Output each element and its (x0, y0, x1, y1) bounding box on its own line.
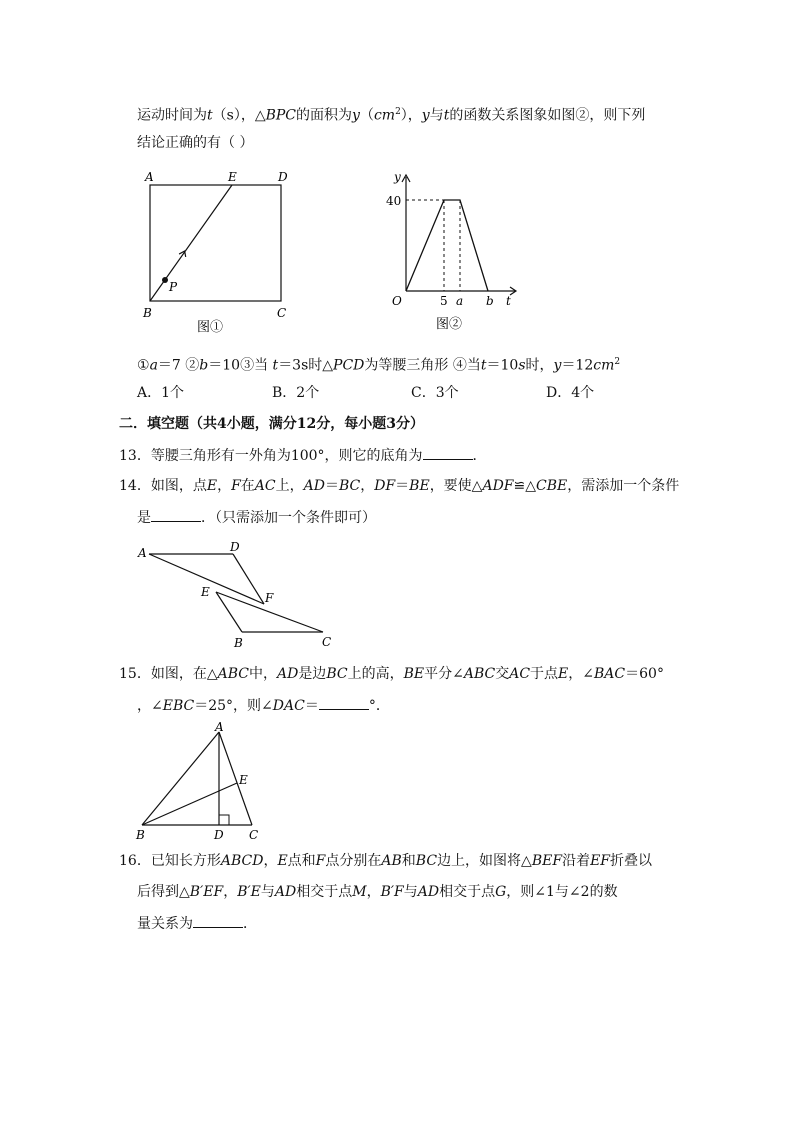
q14-label-f: F (265, 591, 274, 605)
label-c: C (277, 306, 287, 320)
q14-line2: 是 ．（只需添加一个条件即可） (137, 507, 376, 528)
q15-label-b: B (136, 828, 145, 842)
q14-line1: 14．如图，点E，F在AC上，AD＝BC，DF＝BE，要使△ADF≌△CBE，需添加一个条件 (119, 478, 680, 494)
q15-line2: ，∠EBC＝25°，则∠DAC＝ °． (137, 695, 390, 716)
q14-label-e: E (201, 585, 210, 599)
q15-answer-blank[interactable] (319, 695, 369, 710)
q12-stem-line1: 运动时间为t（s），△BPC的面积为$y(cm^2)$，y与t的函数关系图象如图②，则下列 (137, 107, 646, 124)
label-e: E (228, 170, 237, 184)
caption-fig2: 图② (436, 317, 463, 332)
label-a: A (145, 170, 154, 184)
q12-figure2 (380, 165, 540, 335)
label-5: 5 (440, 294, 448, 308)
q12-stem-line2: 结论正确的有（ ） (137, 135, 254, 151)
point-p (162, 277, 168, 283)
right-angle-mark (219, 815, 229, 825)
q15-figure (132, 720, 272, 845)
q13-answer-blank[interactable] (423, 445, 473, 460)
caption-fig1: 图① (197, 320, 224, 335)
label-a2: a (456, 294, 464, 308)
q14-label-d: D (230, 540, 240, 554)
option-d[interactable]: D．4个 (546, 385, 595, 401)
section2-heading: 二．填空题（共4小题，满分12分，每小题3分） (119, 416, 424, 432)
q15-label-a: A (215, 720, 224, 734)
label-40: 40 (386, 194, 402, 208)
q14-label-a: A (138, 546, 147, 560)
q16-line1: 16．已知长方形ABCD，E点和F点分别在AB和BC边上，如图将△BEF沿着EF折叠以 (119, 853, 653, 869)
option-c[interactable]: C．3个 (411, 385, 459, 401)
q14-label-b: B (234, 636, 243, 650)
q13: 13．等腰三角形有一外角为100°，则它的底角为 ． (119, 445, 487, 466)
label-d: D (278, 170, 288, 184)
q15-line1: 15．如图，在△ABC中，AD是边BC上的高，BE平分∠ABC交AC于点E，∠BAC＝60° (119, 666, 664, 682)
q12-figure1 (135, 165, 305, 335)
q15-label-d: D (214, 828, 224, 842)
segment-be (150, 185, 232, 301)
option-a[interactable]: A．1个 (137, 385, 185, 401)
q16-answer-blank[interactable] (193, 913, 243, 928)
label-p: P (169, 280, 178, 294)
q15-label-e: E (239, 773, 248, 787)
q14-figure (130, 538, 350, 653)
option-b[interactable]: B．2个 (272, 385, 320, 401)
q12-statements: ①a＝7 ②b＝10③当 t＝3s时△PCD为等腰三角形 ④当t＝10s时，$y=12cm^2$ (137, 357, 621, 374)
label-y: y (394, 170, 401, 184)
q14-label-c: C (322, 635, 332, 649)
graph-line (406, 200, 488, 291)
label-t: t (506, 294, 511, 308)
q16-line3: 量关系为 ． (137, 913, 257, 934)
q14-answer-blank[interactable] (151, 507, 201, 522)
label-b: B (143, 306, 152, 320)
q15-label-c: C (249, 828, 259, 842)
label-b2: b (486, 294, 494, 308)
q16-line2: 后得到△B′EF，B′E与AD相交于点M，B′F与AD相交于点G，则∠1与∠2的数 (137, 884, 618, 900)
label-o: O (392, 294, 402, 308)
